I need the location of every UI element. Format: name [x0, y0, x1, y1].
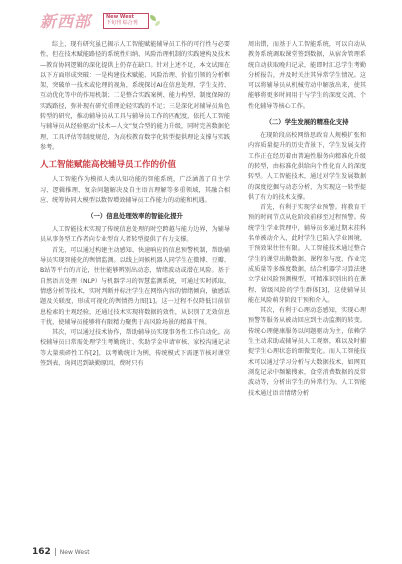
subsection-heading: （二）学生发展的精准化支持: [265, 118, 349, 127]
paragraph: 首先，可以通过构建主动感知、快速响应的信息预警机制，帮助辅导员实现智能化的舆情监测。以线上问候机器人同学生在微博、豆瓣、B站等平台的言论，往往能够辨别出动态，情绪波动或潜在风险。基于自然语言处理（NLP）与机器学习的智慧监测系统，可通过实时抓取、情感分析等技术，实时判断并标注学生在网络内容的情绪倾向，敏感话题及关联度，形成可视化的舆情热力图[1]。这一过程不仅降低目前信息检索的主观经验，还通过技术实现将数据的效性，从识别了无效信息干扰，使辅导员能够将有限精力聚焦于高风险场景的精准干预。: [40, 246, 230, 326]
subsection-heading: （一）信息处理效率的智能化提升: [87, 212, 183, 221]
paragraph: 人工智能作为模拟人类认知功能的智能系统，广泛涵盖了自主学习、逻辑推理、复杂问题解决及自主语言理解等多重领域，其融合相应、统筹协同大模型以数智增效辅导员工作能力的动能和机遇。: [40, 176, 230, 204]
journal-brand-logo: 新西部: [40, 12, 92, 31]
paragraph: 综上，现有研究虽已揭示人工智能赋能辅导员工作的可行性与必要性，但在技术赋能路径的系统性归纳、风险治理机制的实践建构及技术—教育协同逻辑的深化提供上仍存在缺口。针对上述不足，本文试图在以下方面形成突破：一是构建技术赋能、风险治理、价值引领的分析框架，突破单一技术或伦理的视角，系统探讨AI在信息处理、学生支持、互动优化等中的作用机制；二是整合实践案例、能力构型、制度保障的实践路径，弥补现有研究重理论轻实践的不足；三是深化对辅导员角色转型的研究，推动辅导员从工具与辅导员工作的匹配度，依托人工智能与辅导员从经验驱动“技术—人文”复合型的能力升级，同时完善数据伦理、工具评估等制度规范，为高校教育数字化转型提供理论支撑与实践参考。: [40, 41, 230, 151]
section-heading: 人工智能赋能高校辅导员工作的价值: [40, 160, 177, 171]
left-column: [40, 40, 230, 369]
footer-divider: [55, 548, 56, 556]
leaf-decoration-icon: [150, 15, 156, 21]
page-header: [0, 0, 402, 36]
leaf-decoration-icon-small: [155, 21, 160, 26]
paragraph: 人工智能技术实现了传统信息处理的时空跨越与能力边界，为辅导员从事务型工作者向专业型育人者转型提供了有力支撑。: [40, 226, 230, 244]
paragraph: 其次，可以通过技术协作，帮助辅导员实现事务性工作自动化。高校辅导员日常需处理学生考勤统计、奖助学金申请审核、家校沟通记录等大量琐碎性工作[2]，以考勤统计为例，传统模式下需逐节核对课堂签到表、询问迟到缺勤原因，费时只有: [40, 329, 230, 368]
journal-name: New West: [59, 548, 90, 556]
paragraph: 周出错，而基于人工智能系统，可以自动从教务系统调取课堂签到数据，从宿舍管理系统自动获取晚归记录，能即时汇总学生考勤分析报告，并及时关注其异常学生情况。这可以将辅导员从机械劳动中解放出来，使其能够将更多时间用于与学生的深度交流、个性化辅导等核心工作。: [248, 41, 366, 110]
badge-subtitle: 下旬刊 综合刊: [106, 20, 138, 26]
paragraph: 其次，有利于心理动态感知，实现心理预警等服务从被动回应到主动监测的转变。传统心理健康服务以问题驱动为主，依赖学生主动求助或辅导员人工观察，难以及时捕捉学生心理状态的细微变化。而人工智能技术可以通过学习分析与大数据技术，如网页浏览记录中频繁搜索，食堂消费数据的反常波动等，分析出学生的异常行为。人工智能技术通过语音情绪分析: [248, 307, 366, 397]
badge-title: New West: [106, 14, 135, 20]
right-column: [248, 40, 366, 399]
paragraph: 首先，有利于实现学业预警。将教育干预的时间节点从危阶段前移至过程预警。传统学生学业管理中，辅导员多通过期末挂科名单被动介入，此时学生已陷入学业困境，干预效果往往有限。人工智能技术通过整合学生的课堂出勤数据、课程参与度、作业完成质量等多维度数据，结合机器学习算法建立学业风险预测模型，可精准识别出的在课程、留级风险的学生群体[3]，这使辅导员能在风险萌芽阶段干预和介入。: [248, 204, 366, 304]
page-footer: [32, 546, 182, 558]
journal-badge: [103, 13, 149, 29]
page-number: 162: [32, 547, 51, 557]
paragraph: 在现阶段高校网络思政育人规模扩张和内容质量提升的历史背景下，学生发展支持工作正在经历着由普遍性服务向精准化升级的转型，由标准化供给向个性化育人的深度转型。人工智能技术，通过对学生发展数据的深度挖掘与动态分析，为实现这一转型提供了有力的技术支撑。: [248, 132, 366, 201]
